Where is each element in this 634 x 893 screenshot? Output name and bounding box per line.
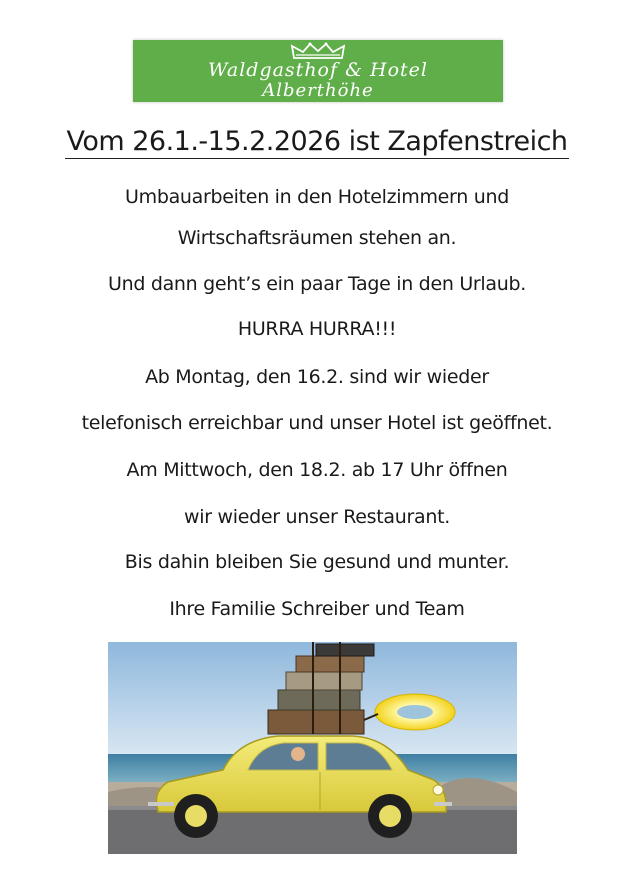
body-line-7: Am Mittwoch, den 18.2. ab 17 Uhr öffnen [126, 459, 508, 481]
crown-icon [288, 42, 348, 60]
body-line-9: Bis dahin bleiben Sie gesund und munter. [124, 551, 510, 573]
body-line-3: Und dann geht’s ein paar Tage in den Urlaub. [107, 273, 526, 295]
body-line-1: Umbauarbeiten in den Hotelzimmern und [125, 186, 509, 208]
hotel-logo [133, 40, 503, 102]
page-title [0, 126, 634, 157]
vacation-car-photo [108, 642, 517, 854]
body-line-5: Ab Montag, den 16.2. sind wir wieder [145, 366, 489, 388]
car-with-luggage-illustration [108, 642, 517, 854]
body-line-2: Wirtschaftsräumen stehen an. [177, 227, 457, 249]
body-line-8: wir wieder unser Restaurant. [184, 506, 450, 528]
body-line-6: telefonisch erreichbar und unser Hotel ist geöffnet. [81, 412, 553, 434]
body-line-4: HURRA HURRA!!! [237, 318, 397, 340]
body-line-10: Ihre Familie Schreiber und Team [169, 598, 465, 620]
page-title-text: Vom 26.1.-15.2.2026 ist Zapfenstreich [66, 126, 568, 157]
logo-line-1: Waldgasthof & Hotel [208, 59, 428, 81]
logo-line-2: Alberthöhe [262, 80, 374, 101]
